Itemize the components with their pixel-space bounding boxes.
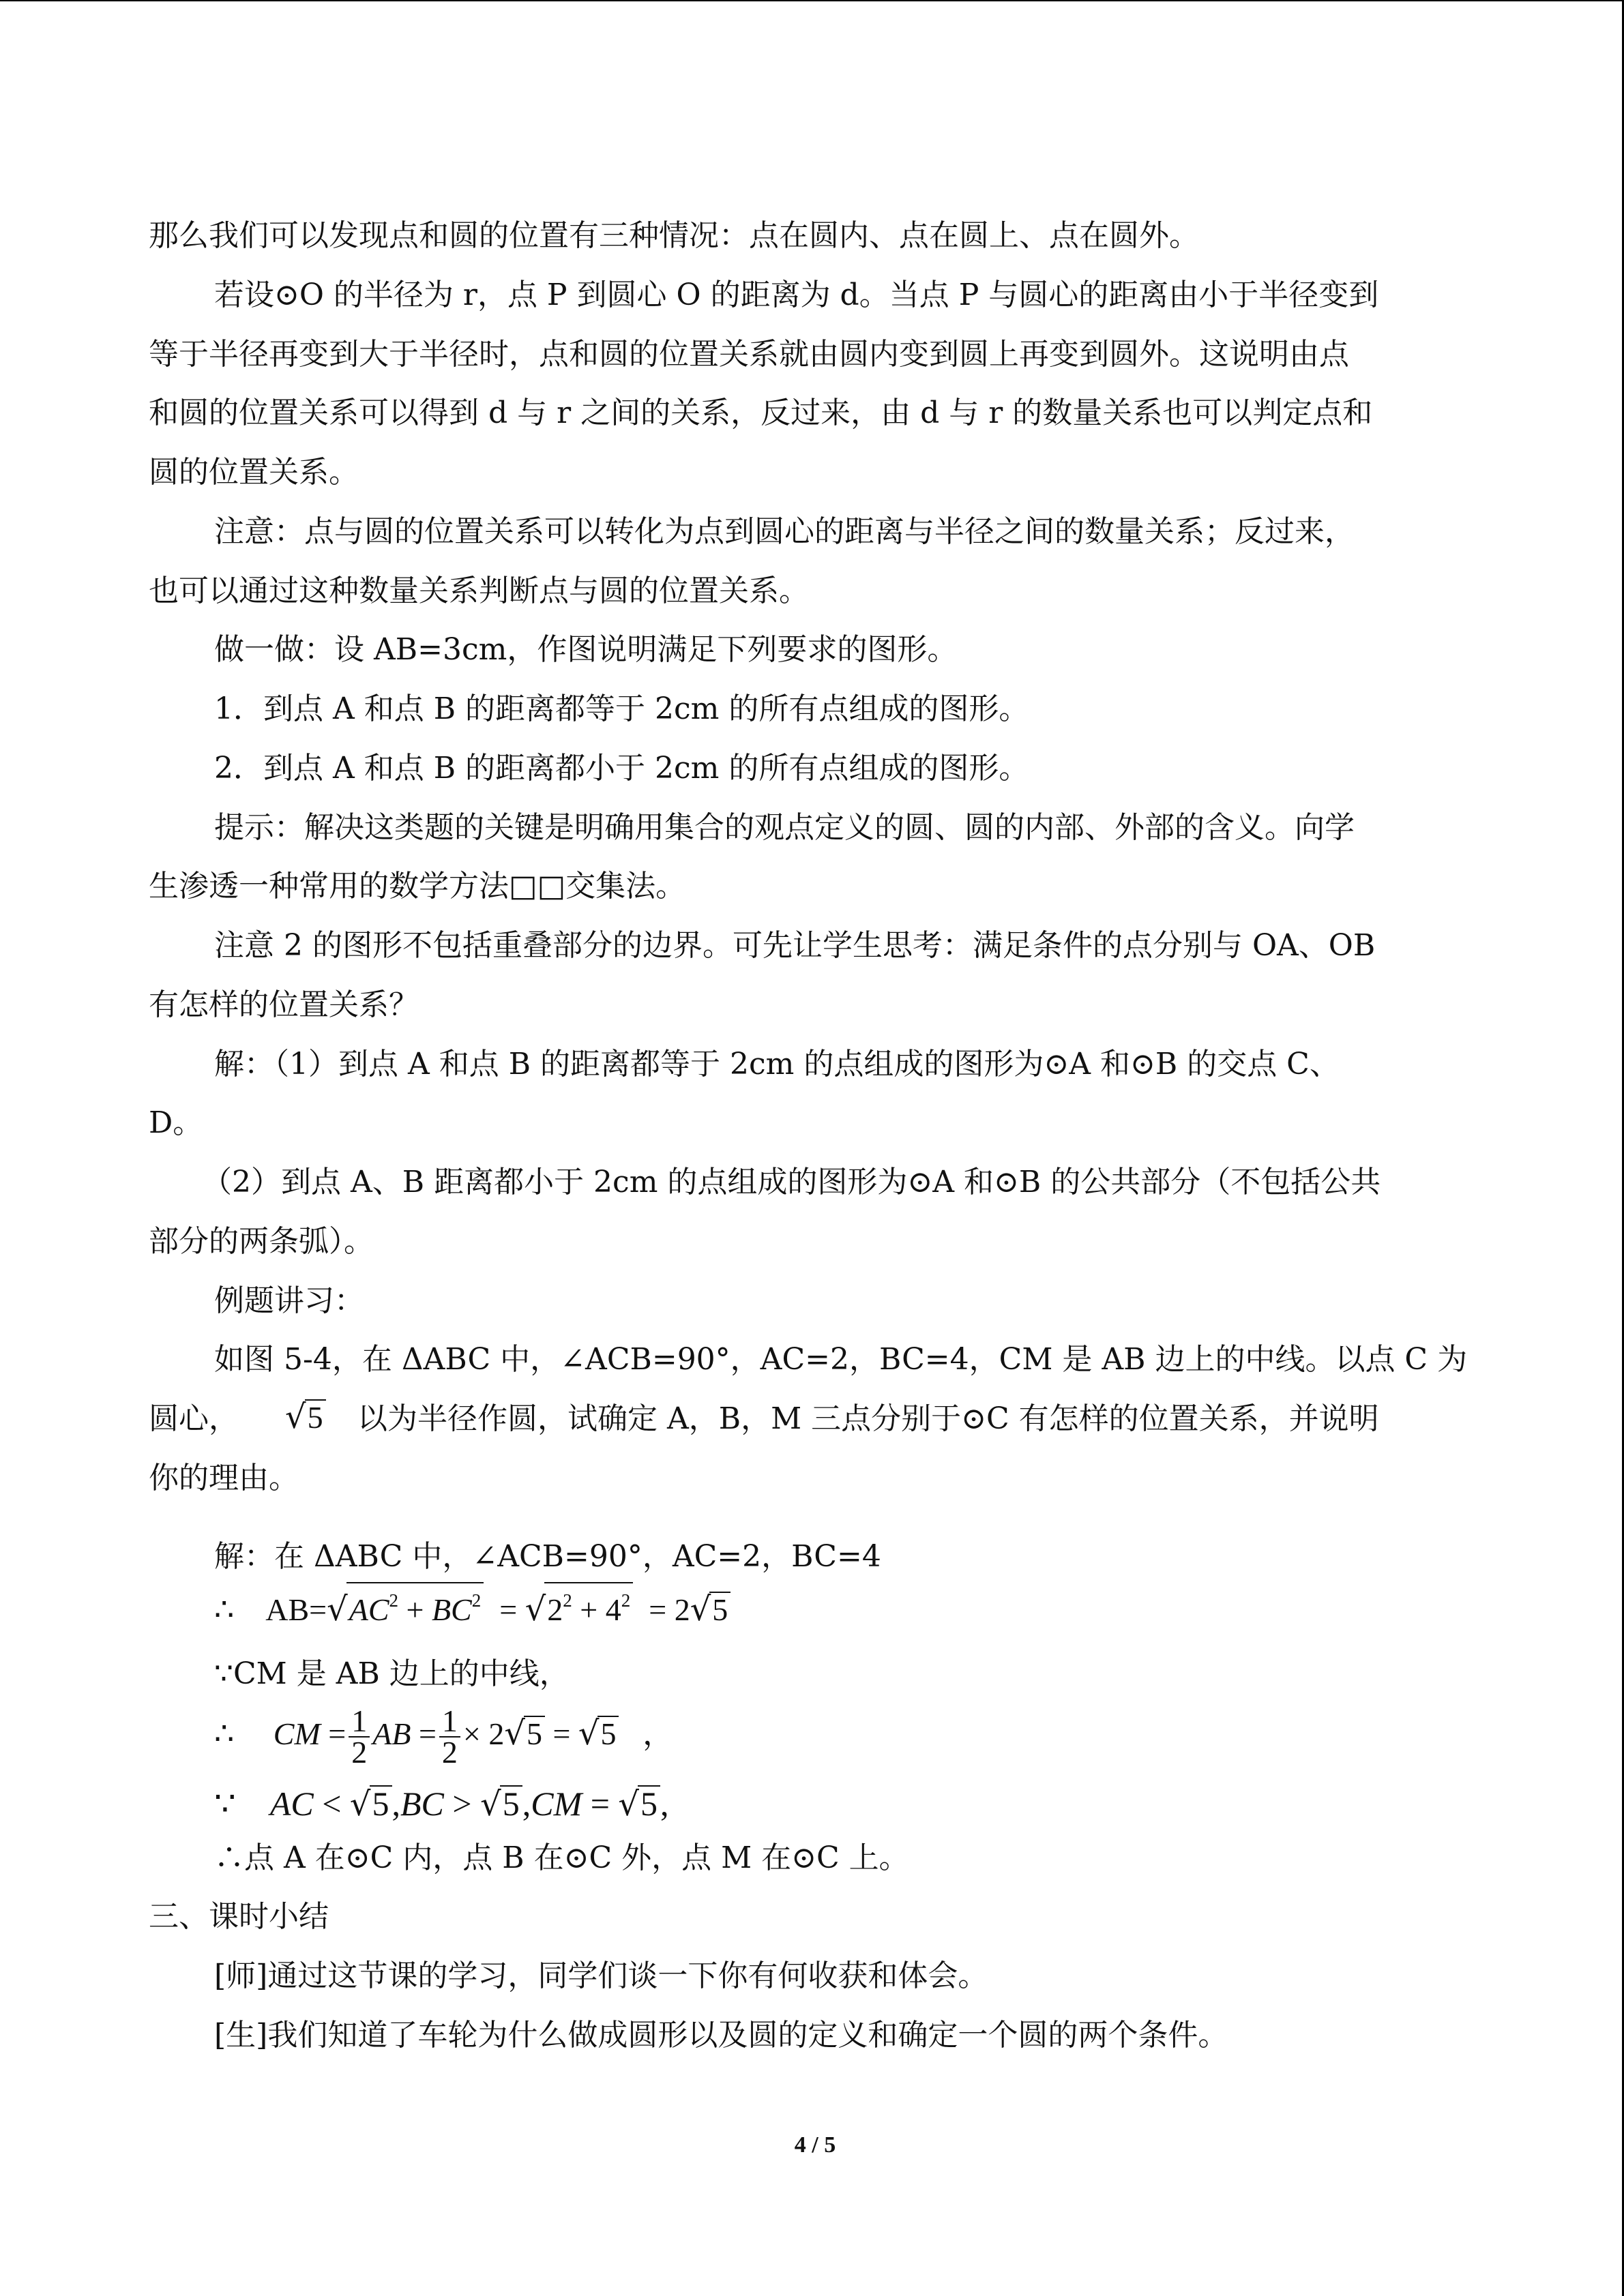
paragraph-line: 解：在 ΔABC 中，∠ACB=90°，AC=2，BC=4 <box>214 1539 881 1574</box>
because-symbol: ∵ <box>214 1785 236 1823</box>
paragraph-line: 提示：解决这类题的关键是明确用集合的观点定义的圆、圆的内部、外部的含义。向学 <box>214 810 1355 845</box>
radicand: 5 <box>524 1716 545 1751</box>
paragraph-line: 等于半径再变到大于半径时，点和圆的位置关系就由圆内变到圆上再变到圆外。这说明由点 <box>149 337 1349 372</box>
page-top-border <box>0 0 1624 1</box>
radicand: 5 <box>500 1785 522 1821</box>
op: < <box>322 1785 342 1823</box>
paragraph-line: 2．到点 A 和点 B 的距离都小于 2cm 的所有点组成的图形。 <box>214 751 1029 786</box>
op: + <box>406 1592 424 1627</box>
var: AB <box>372 1716 411 1751</box>
radicand: 5 <box>597 1716 619 1751</box>
paragraph-line: ∵CM 是 AB 边上的中线， <box>214 1656 570 1691</box>
paragraph-line: 部分的两条弧）。 <box>149 1224 374 1259</box>
paragraph-line: 例题讲习： <box>214 1283 364 1318</box>
fraction <box>349 1703 370 1770</box>
paragraph-line: 你的理由。 <box>149 1461 299 1495</box>
var: AC <box>349 1592 389 1627</box>
op: = <box>499 1592 518 1627</box>
punct: ， <box>642 1716 674 1751</box>
paragraph-line: 和圆的位置关系可以得到 d 与 r 之间的关系，反过来，由 d 与 r 的数量关系也可以判定点和 <box>149 396 1373 430</box>
exponent: 2 <box>471 1590 482 1611</box>
paragraph-line: 做一做：设 AB=3cm，作图说明满足下列要求的图形。 <box>214 632 958 667</box>
paragraph-line: 以为半径作圆，试确定 A，B，M 三点分别于⊙C 有怎样的位置关系，并说明 <box>357 1401 1379 1436</box>
denominator: 2 <box>441 1735 458 1770</box>
op: + <box>580 1592 598 1627</box>
paragraph-line: 1．到点 A 和点 B 的距离都等于 2cm 的所有点组成的图形。 <box>214 691 1029 726</box>
therefore-symbol: ∴ <box>214 1592 235 1627</box>
paragraph-line: 圆的位置关系。 <box>149 455 359 490</box>
paragraph-line: [师]通过这节课的学习，同学们谈一下你有何收获和体会。 <box>214 1958 988 1993</box>
radicand: 5 <box>370 1785 392 1821</box>
paragraph-line: 也可以通过这种数量关系判断点与圆的位置关系。 <box>149 573 809 608</box>
paragraph-line: 注意 2 的图形不包括重叠部分的边界。可先让学生思考：满足条件的点分别与 OA、OB <box>214 928 1376 963</box>
num: 2 <box>674 1592 690 1627</box>
paragraph-line: （2）到点 A、B 距离都小于 2cm 的点组成的图形为⊙A 和⊙B 的公共部分（不包括公共 <box>202 1165 1381 1199</box>
inline-sqrt5: √5 <box>285 1393 326 1442</box>
fraction <box>439 1703 460 1770</box>
radicand: 5 <box>638 1785 660 1821</box>
exponent: 2 <box>563 1590 572 1611</box>
op: > <box>452 1785 472 1823</box>
page-number: 4 / 5 <box>794 2132 836 2158</box>
op: = <box>552 1716 571 1751</box>
paragraph-line: D。 <box>149 1105 203 1140</box>
num: 4 <box>605 1592 621 1627</box>
numerator: 1 <box>349 1706 370 1738</box>
exponent: 2 <box>389 1590 398 1611</box>
punct: , <box>660 1785 669 1823</box>
paragraph-line: 解：（1）到点 A 和点 B 的距离都等于 2cm 的点组成的图形为⊙A 和⊙B 的交点 C、 <box>214 1047 1340 1082</box>
denominator: 2 <box>351 1735 368 1770</box>
num: 2 <box>488 1716 505 1751</box>
op: = <box>418 1716 437 1751</box>
paragraph-line: 如图 5-4，在 ΔABC 中，∠ACB=90°，AC=2，BC=4，CM 是 AB 边上的中线。以点 C 为 <box>214 1342 1468 1377</box>
paragraph-line: 那么我们可以发现点和圆的位置有三种情况：点在圆内、点在圆上、点在圆外。 <box>149 218 1199 253</box>
num: 2 <box>547 1592 563 1627</box>
var: BC <box>400 1785 444 1823</box>
op: = <box>328 1716 346 1751</box>
op: = <box>649 1592 667 1627</box>
section-heading: 三、课时小结 <box>149 1899 329 1934</box>
var: BC <box>431 1592 472 1627</box>
paragraph-line: 有怎样的位置关系？ <box>149 987 419 1022</box>
op: × <box>462 1716 481 1751</box>
paragraph-line: [生]我们知道了车轮为什么做成圆形以及圆的定义和确定一个圆的两个条件。 <box>214 2018 1228 2053</box>
equation-cm: ∴ CM = $\frac{1}{2}$ AB = $\frac{1}{2}$ × 2√5 = √5 ， <box>214 1703 674 1770</box>
equation-inequalities: ∵ AC < √5,BC > √5,CM = √5, <box>214 1785 669 1823</box>
therefore-symbol: ∴ <box>214 1716 235 1751</box>
paragraph-line: 注意：点与圆的位置关系可以转化为点到圆心的距离与半径之间的数量关系；反过来， <box>214 514 1355 549</box>
var: CM <box>273 1716 321 1751</box>
op: = <box>590 1785 610 1823</box>
equation-ab: ∴ $AB=√AC^2 + BC^2 = √2^2 + 4^2 = 2√5$ <box>214 1582 730 1634</box>
radicand: 5 <box>709 1592 730 1627</box>
paragraph-line: 圆心， <box>149 1401 239 1436</box>
paragraph-line: 若设⊙O 的半径为 r，点 P 到圆心 O 的距离为 d。当点 P 与圆心的距离由小于半径变到 <box>214 278 1379 312</box>
radicand: 5 <box>305 1399 326 1435</box>
paragraph-line: 生渗透一种常用的数学方法□□交集法。 <box>149 869 686 904</box>
paragraph-line: ∴点 A 在⊙C 内，点 B 在⊙C 外，点 M 在⊙C 上。 <box>214 1840 909 1875</box>
punct: , <box>522 1785 531 1823</box>
exponent: 2 <box>621 1590 631 1611</box>
punct: , <box>392 1785 401 1823</box>
eq-text: AB= <box>265 1592 327 1627</box>
var: AC <box>269 1785 314 1823</box>
var: CM <box>531 1785 582 1823</box>
numerator: 1 <box>439 1706 460 1738</box>
